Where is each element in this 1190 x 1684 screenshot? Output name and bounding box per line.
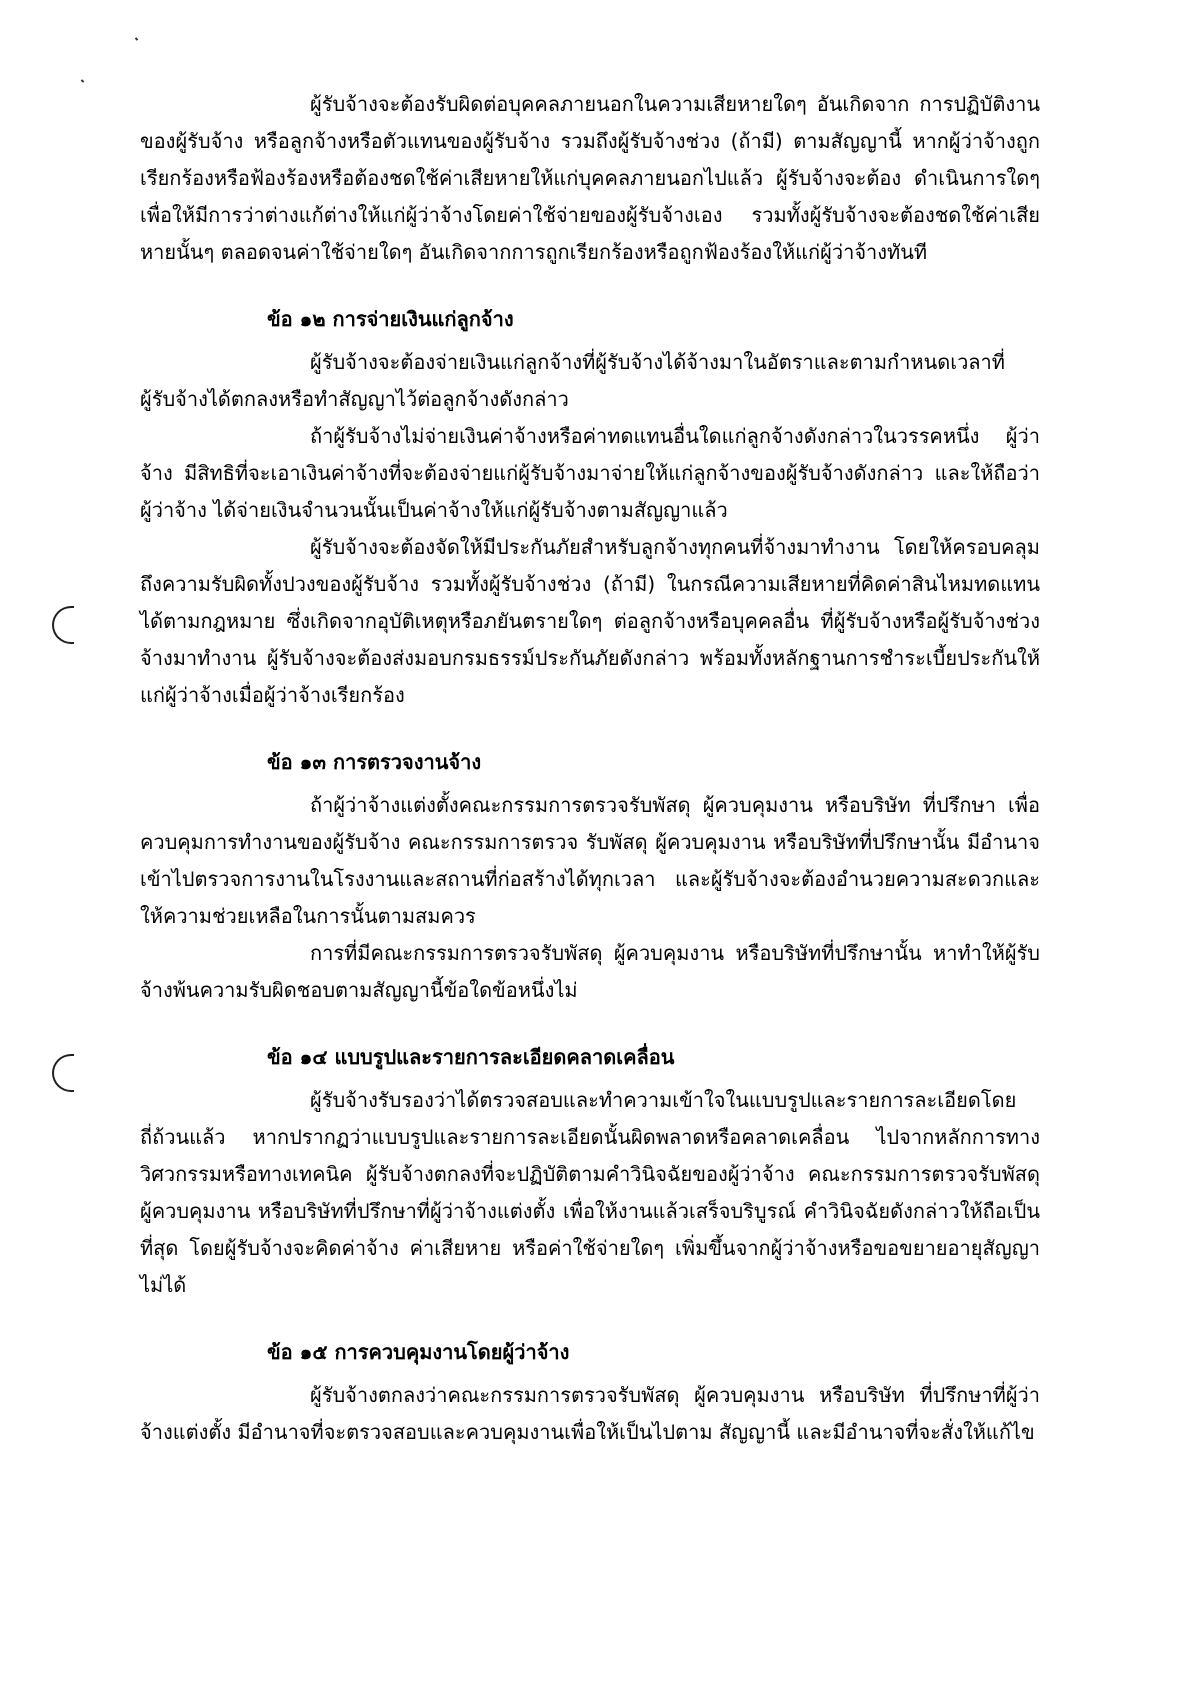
scan-speck <box>81 79 85 82</box>
paragraph: ผู้รับจ้างจะต้องรับผิดต่อบุคคลภายนอกในความเสียหายใดๆ อันเกิดจาก การปฏิบัติงานของผู้รับจ้าง หรือลูกจ้างหรือตัวแทนของผู้รับจ้าง รวมถึงผู้รับจ้างช่วง (ถ้ามี) ตามสัญญานี้ หากผู้ว่าจ้างถูกเรียกร้องหรือฟ้องร้องหรือต้องชดใช้ค่าเสียหายให้แก่บุคคลภายนอกไปแล้ว ผู้รับจ้างจะต้อง ดำเนินการใดๆ เพื่อให้มีการว่าต่างแก้ต่างให้แก่ผู้ว่าจ้างโดยค่าใช้จ่ายของผู้รับจ้างเอง รวมทั้งผู้รับจ้างจะต้องชดใช้ค่าเสียหายนั้นๆ ตลอดจนค่าใช้จ่ายใดๆ อันเกิดจากการถูกเรียกร้องหรือถูกฟ้องร้องให้แก่ผู้ว่าจ้างทันที <box>140 92 1040 264</box>
document-body <box>140 86 1040 1451</box>
section-heading: ข้อ ๑๔ แบบรูปและรายการละเอียดคลาดเคลื่อน <box>267 1045 675 1069</box>
punch-hole-mark <box>52 1054 74 1092</box>
paragraph: ถ้าผู้ว่าจ้างแต่งตั้งคณะกรรมการตรวจรับพัสดุ ผู้ควบคุมงาน หรือบริษัท ที่ปรึกษา เพื่อควบคุมการทำงานของผู้รับจ้าง คณะกรรมการตรวจ รับพัสดุ ผู้ควบคุมงาน หรือบริษัทที่ปรึกษานั้น มีอำนาจเข้าไปตรวจการงานในโรงงานและสถานที่ก่อสร้างได้ทุกเวลา และผู้รับจ้างจะต้องอำนวยความสะดวกและให้ความช่วยเหลือในการนั้นตามสมควร <box>140 793 1040 928</box>
punch-hole-mark <box>52 606 74 644</box>
section-heading: ข้อ ๑๓ การตรวจงานจ้าง <box>267 750 482 774</box>
paragraph: การที่มีคณะกรรมการตรวจรับพัสดุ ผู้ควบคุมงาน หรือบริษัทที่ปรึกษานั้น หาทำให้ผู้รับจ้างพ้นความรับผิดชอบตามสัญญานี้ข้อใดข้อหนึ่งไม่ <box>140 941 1040 1002</box>
paragraph: ผู้รับจ้างจะต้องจ่ายเงินแก่ลูกจ้างที่ผู้รับจ้างได้จ้างมาในอัตราและตามกำหนดเวลาที่ผู้รับจ้างได้ตกลงหรือทำสัญญาไว้ต่อลูกจ้างดังกล่าว <box>140 350 1005 411</box>
section-heading: ข้อ ๑๕ การควบคุมงานโดยผู้ว่าจ้าง <box>267 1340 570 1364</box>
scan-speck <box>135 37 138 41</box>
section-heading: ข้อ ๑๒ การจ่ายเงินแก่ลูกจ้าง <box>267 307 514 331</box>
paragraph: ถ้าผู้รับจ้างไม่จ่ายเงินค่าจ้างหรือค่าทดแทนอื่นใดแก่ลูกจ้างดังกล่าวในวรรคหนึ่ง ผู้ว่าจ้าง มีสิทธิที่จะเอาเงินค่าจ้างที่จะต้องจ่ายแก่ผู้รับจ้างมาจ่ายให้แก่ลูกจ้างของผู้รับจ้างดังกล่าว และให้ถือว่าผู้ว่าจ้าง ได้จ่ายเงินจำนวนนั้นเป็นค่าจ้างให้แก่ผู้รับจ้างตามสัญญาแล้ว <box>140 424 1040 522</box>
paragraph: ผู้รับจ้างจะต้องจัดให้มีประกันภัยสำหรับลูกจ้างทุกคนที่จ้างมาทำงาน โดยให้ครอบคลุมถึงความรับผิดทั้งปวงของผู้รับจ้าง รวมทั้งผู้รับจ้างช่วง (ถ้ามี) ในกรณีความเสียหายที่คิดค่าสินไหมทดแทนได้ตามกฎหมาย ซึ่งเกิดจากอุบัติเหตุหรือภยันตรายใดๆ ต่อลูกจ้างหรือบุคคลอื่น ที่ผู้รับจ้างหรือผู้รับจ้างช่วงจ้างมาทำงาน ผู้รับจ้างจะต้องส่งมอบกรมธรรม์ประกันภัยดังกล่าว พร้อมทั้งหลักฐานการชำระเบี้ยประกันให้แก่ผู้ว่าจ้างเมื่อผู้ว่าจ้างเรียกร้อง <box>140 535 1040 707</box>
paragraph: ผู้รับจ้างรับรองว่าได้ตรวจสอบและทำความเข้าใจในแบบรูปและรายการละเอียดโดยถี่ถ้วนแล้ว หากปรากฏว่าแบบรูปและรายการละเอียดนั้นผิดพลาดหรือคลาดเคลื่อน ไปจากหลักการทางวิศวกรรมหรือทางเทคนิค ผู้รับจ้างตกลงที่จะปฏิบัติตามคำวินิจฉัยของผู้ว่าจ้าง คณะกรรมการตรวจรับพัสดุ ผู้ควบคุมงาน หรือบริษัทที่ปรึกษาที่ผู้ว่าจ้างแต่งตั้ง เพื่อให้งานแล้วเสร็จบริบูรณ์ คำวินิจฉัยดังกล่าวให้ถือเป็นที่สุด โดยผู้รับจ้างจะคิดค่าจ้าง ค่าเสียหาย หรือค่าใช้จ่ายใดๆ เพิ่มขึ้นจากผู้ว่าจ้างหรือขอขยายอายุสัญญาไม่ได้ <box>140 1088 1040 1297</box>
paragraph: ผู้รับจ้างตกลงว่าคณะกรรมการตรวจรับพัสดุ ผู้ควบคุมงาน หรือบริษัท ที่ปรึกษาที่ผู้ว่าจ้างแต่งตั้ง มีอำนาจที่จะตรวจสอบและควบคุมงานเพื่อให้เป็นไปตาม สัญญานี้ และมีอำนาจที่จะสั่งให้แก้ไข <box>140 1383 1040 1444</box>
